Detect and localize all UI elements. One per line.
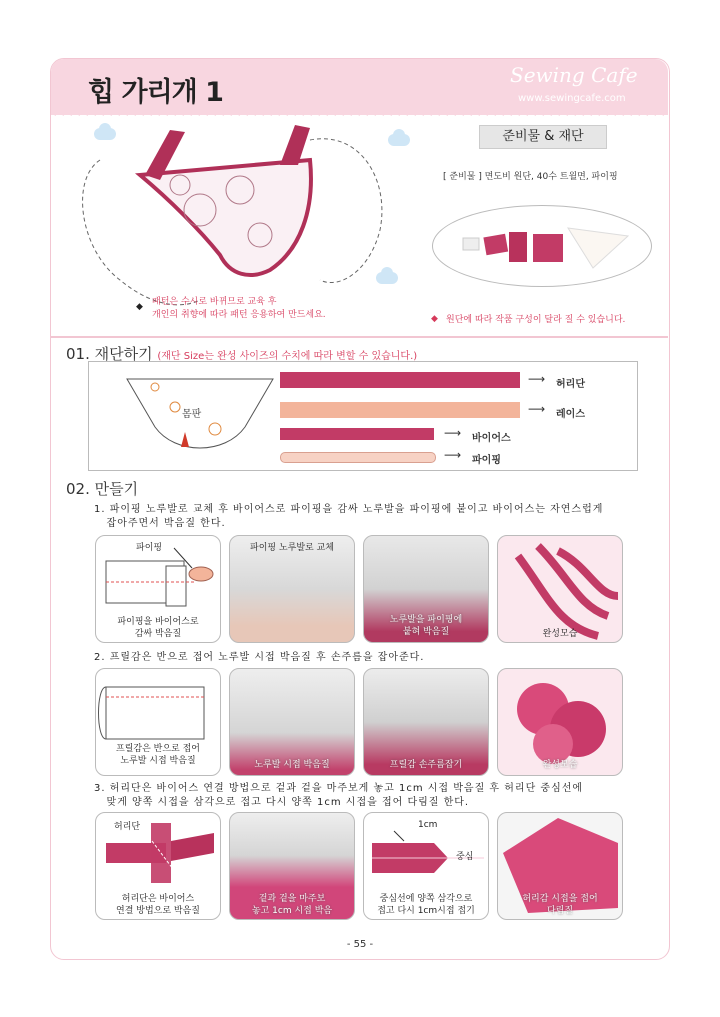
waistband-label: 허리단 (556, 379, 585, 390)
brand-url: www.sewingcafe.com (518, 93, 626, 104)
step2-diagram (95, 668, 221, 776)
center-line-label: 중심 (456, 852, 474, 862)
photo-caption: 노루발을 파이핑에 붙혀 박음질 (389, 615, 463, 637)
photo-caption: 완성모습 (542, 629, 578, 639)
waistband-strip (280, 372, 520, 388)
pattern-note: 패턴은 수시로 바뀌므로 교육 후 개인의 취향에 따라 패턴 응용하여 만드세요. (152, 297, 326, 320)
piping-label: 파이핑 (136, 543, 163, 553)
section1-subtitle: (재단 Size는 완성 사이즈의 수치에 따라 변할 수 있습니다.) (157, 351, 418, 362)
lace-label: 레이스 (556, 409, 585, 420)
photo-caption: 노루발 시접 박음질 (254, 760, 330, 770)
body-piece-label: 몸판 (182, 409, 202, 420)
step1-photo-3 (363, 535, 489, 643)
lace-strip (280, 402, 520, 418)
header-edge (51, 112, 668, 120)
photo-caption: 허리감 시접을 접어 다림질 (522, 894, 598, 916)
step2-text: 2. 프릴감은 반으로 접어 노루발 시접 박음질 후 손주름을 잡아준다. (94, 652, 425, 663)
fabric-note: 원단에 따라 작품 구성이 달라 질 수 있습니다. (446, 315, 626, 325)
section2-title: 02. 만들기 (66, 480, 139, 498)
photo-caption: 프릴감은 반으로 접어 노루발 시접 박음질 (116, 744, 200, 766)
photo-caption: 겉과 겉을 마주보 놓고 1cm 시접 박음 (251, 894, 333, 916)
seam-allowance-label: 1cm (418, 820, 438, 830)
brand-logo: Sewing Cafe (510, 63, 638, 87)
photo-caption: 중심선에 양쪽 삼각으로 접고 다시 1cm시접 접기 (377, 894, 475, 916)
step3-diagram-2 (363, 812, 489, 920)
step3-text: 3. 허리단은 바이어스 연결 방법으로 겉과 겉을 마주보게 놓고 1cm 시접 박음질 후 허리단 중심선에 맞게 양쪽 시접을 삼각으로 접고 다시 양쪽 1cm 시접을 접어 다림질 한다. (94, 783, 584, 808)
photo-caption: 허리단은 바이어스 연결 방법으로 박음질 (116, 894, 200, 916)
step1-text: 1. 파이핑 노루발로 교체 후 바이어스로 파이핑을 감싸 노루발을 파이핑에 붙이고 바이어스는 자연스럽게 잡아주면서 박음질 한다. (94, 504, 604, 529)
bias-strip (280, 428, 434, 440)
bias-label: 바이어스 (472, 433, 511, 444)
section1-title: 01. 재단하기 (66, 345, 153, 363)
materials-oval (432, 205, 652, 287)
step1-photo-4 (497, 535, 623, 643)
step3-photo-2 (229, 812, 355, 920)
arrow-icon: ⟶ (528, 402, 546, 416)
step2-photo-2 (229, 668, 355, 776)
piping-strip (280, 452, 436, 463)
materials-illustration (433, 206, 651, 286)
step1-photo-2 (229, 535, 355, 643)
step3-photo-4 (497, 812, 623, 920)
piping-label: 파이핑 (472, 455, 501, 466)
step2-photo-4 (497, 668, 623, 776)
step2-photo-3 (363, 668, 489, 776)
prep-title: 준비물 & 재단 (479, 125, 607, 149)
section-divider (51, 336, 668, 338)
bullet-icon: ◆ (136, 302, 143, 312)
bullet-icon: ◆ (431, 314, 438, 324)
prep-materials: [ 준비물 ] 면도비 원단, 40수 트윌면, 파이핑 (443, 172, 618, 182)
page-number: - 55 - (346, 939, 374, 950)
photo-caption: 프릴감 손주름잡기 (389, 760, 463, 770)
photo-caption: 파이핑을 바이어스로 감싸 박음질 (117, 617, 199, 639)
bias-loops-image (498, 536, 622, 642)
step1-diagram (95, 535, 221, 643)
arrow-icon: ⟶ (444, 448, 462, 462)
arrow-icon: ⟶ (444, 426, 462, 440)
photo-caption: 완성모습 (542, 760, 578, 770)
photo-label: 파이핑 노루발로 교체 (250, 543, 334, 553)
page-title: 힙 가리개 1 (88, 77, 223, 108)
waistband-label: 허리단 (114, 822, 141, 832)
step3-diagram (95, 812, 221, 920)
arrow-icon: ⟶ (528, 372, 546, 386)
